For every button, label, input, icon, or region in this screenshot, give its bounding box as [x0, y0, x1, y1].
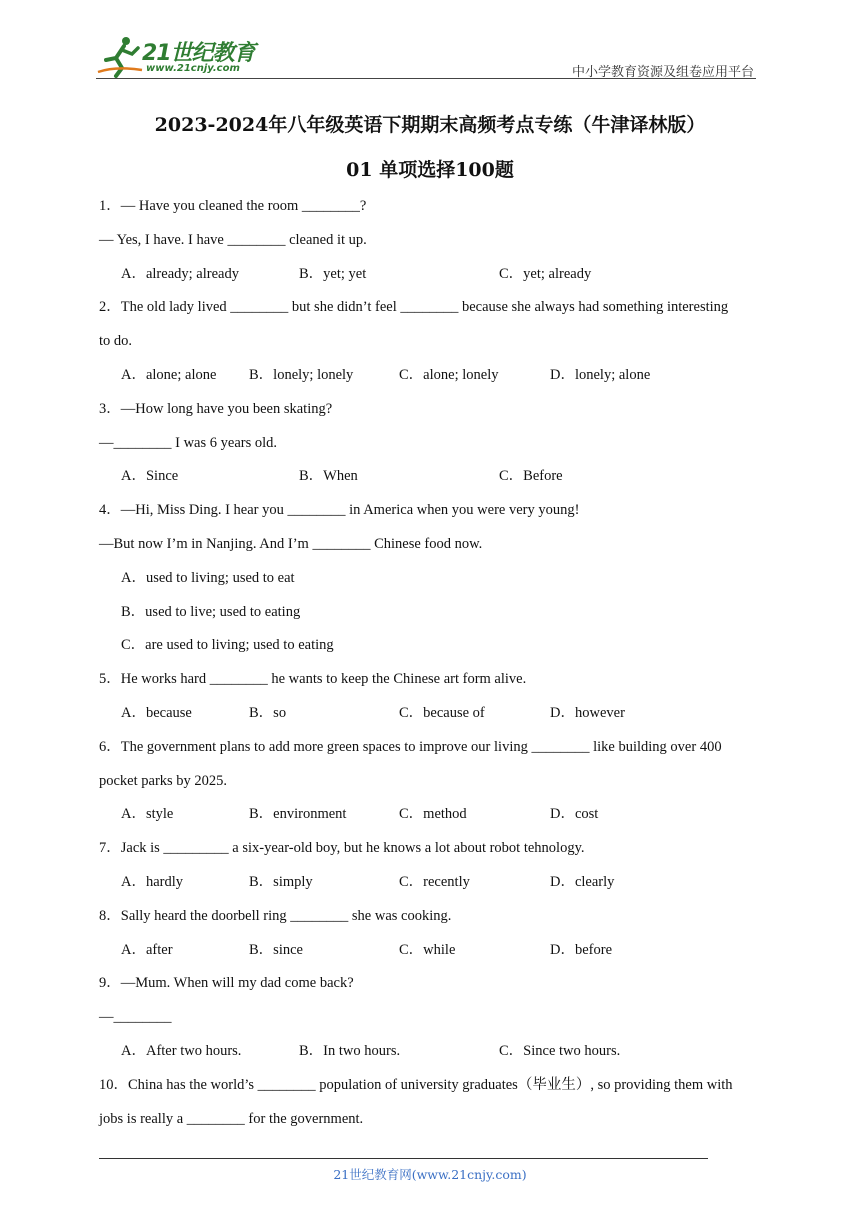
answer-options-row: [99, 697, 764, 731]
header-platform-text: 中小学教育资源及组卷应用平台: [571, 65, 754, 80]
question-stem: 3．—How long have you been skating?: [99, 400, 333, 417]
answer-option[interactable]: A．alone; alone: [121, 366, 217, 383]
question-stem: 7．Jack is _________ a six-year-old boy, but he knows a lot about robot tehnology.: [99, 840, 585, 857]
answer-option[interactable]: C．are used to living; used to eating: [121, 637, 334, 654]
question-item: [99, 190, 764, 291]
answer-option[interactable]: D．clearly: [550, 873, 615, 890]
question-stem: 8．Sally heard the doorbell ring ________ she was cooking.: [99, 907, 452, 924]
answer-option[interactable]: C．while: [399, 941, 456, 958]
logo: [96, 34, 266, 78]
answer-options-row: [99, 866, 764, 900]
answer-options-row: [99, 359, 764, 393]
question-list: [99, 190, 764, 1136]
question-stem-continued: jobs is really a ________ for the government.: [99, 1110, 364, 1127]
question-item: [99, 494, 764, 663]
question-item: [99, 291, 764, 392]
answer-option[interactable]: C．because of: [399, 704, 485, 721]
question-stem-continued: — Yes, I have. I have ________ cleaned it up.: [99, 231, 367, 248]
answer-option[interactable]: A．style: [121, 806, 174, 823]
answer-option[interactable]: B．so: [249, 704, 287, 721]
answer-option[interactable]: A．After two hours.: [121, 1042, 242, 1059]
answer-option[interactable]: A．Since: [121, 468, 179, 485]
answer-option[interactable]: C．Since two hours.: [499, 1042, 621, 1059]
answer-option[interactable]: B．simply: [249, 873, 313, 890]
answer-options-row: [99, 934, 764, 968]
question-stem: 6．The government plans to add more green spaces to improve our living ________ like building over 400: [99, 738, 722, 755]
answer-option[interactable]: D．before: [550, 941, 613, 958]
footer-link[interactable]: 21世纪教育网(www.21cnjy.com): [333, 1167, 527, 1182]
answer-option[interactable]: D．cost: [550, 806, 599, 823]
answer-option[interactable]: D．lonely; alone: [550, 366, 651, 383]
question-item: [99, 731, 764, 832]
answer-option[interactable]: B．When: [299, 468, 358, 485]
answer-options-row: [99, 258, 764, 292]
answer-option[interactable]: C．alone; lonely: [399, 366, 499, 383]
question-stem: 1．— Have you cleaned the room ________?: [99, 198, 367, 214]
answer-option[interactable]: B．In two hours.: [299, 1042, 401, 1059]
answer-option[interactable]: B．used to live; used to eating: [121, 603, 301, 620]
logo-text: 21世纪教育: [142, 41, 255, 66]
answer-option[interactable]: A．after: [121, 941, 173, 958]
answer-options-row: [99, 798, 764, 832]
document-subtitle: 01 单项选择100题: [346, 159, 514, 181]
question-stem-continued: to do.: [99, 333, 133, 350]
question-item: [99, 967, 764, 1068]
question-stem: 9．—Mum. When will my dad come back?: [99, 975, 354, 992]
question-stem: 10．China has the world’s ________ population of university graduates（毕业生）, so providing them with: [99, 1076, 733, 1093]
question-stem: 5．He works hard ________ he wants to keep the Chinese art form alive.: [99, 671, 527, 688]
question-item: [99, 832, 764, 900]
answer-option[interactable]: D．however: [550, 704, 625, 721]
question-stem: 2．The old lady lived ________ but she didn’t feel ________ because she always had something interesting: [99, 299, 729, 316]
answer-option[interactable]: B．yet; yet: [299, 265, 367, 282]
page-header: [0, 0, 860, 90]
answer-option[interactable]: A．used to living; used to eat: [121, 569, 295, 586]
answer-option[interactable]: C．Before: [499, 468, 563, 485]
answer-option[interactable]: B．since: [249, 941, 303, 958]
answer-option[interactable]: A．already; already: [121, 265, 239, 282]
answer-option[interactable]: C．recently: [399, 873, 470, 890]
answer-option[interactable]: A．because: [121, 704, 192, 721]
answer-option[interactable]: A．hardly: [121, 873, 184, 890]
answer-option[interactable]: C．method: [399, 806, 467, 823]
answer-options-row: [99, 460, 764, 494]
answer-option[interactable]: B．environment: [249, 806, 347, 823]
question-item: [99, 663, 764, 731]
question-stem-continued: —________: [99, 1009, 172, 1026]
question-item: [99, 393, 764, 494]
question-item: [99, 900, 764, 968]
answer-option[interactable]: B．lonely; lonely: [249, 366, 354, 383]
logo-url: www.21cnjy.com: [146, 63, 240, 74]
header-divider: [96, 78, 756, 79]
question-stem-continued: —________ I was 6 years old.: [99, 434, 278, 451]
footer-divider: [99, 1158, 708, 1159]
document-title: 2023-2024年八年级英语下期期末高频考点专练（牛津译林版）: [154, 114, 706, 136]
question-stem-continued: pocket parks by 2025.: [99, 772, 228, 789]
question-stem-continued: —But now I’m in Nanjing. And I’m ________ Chinese food now.: [99, 535, 483, 552]
question-stem: 4．—Hi, Miss Ding. I hear you ________ in America when you were very young!: [99, 502, 580, 519]
question-item: [99, 1069, 764, 1137]
answer-options-row: [99, 1035, 764, 1069]
runner-logo-icon: [96, 34, 144, 78]
answer-option[interactable]: C．yet; already: [499, 265, 592, 282]
